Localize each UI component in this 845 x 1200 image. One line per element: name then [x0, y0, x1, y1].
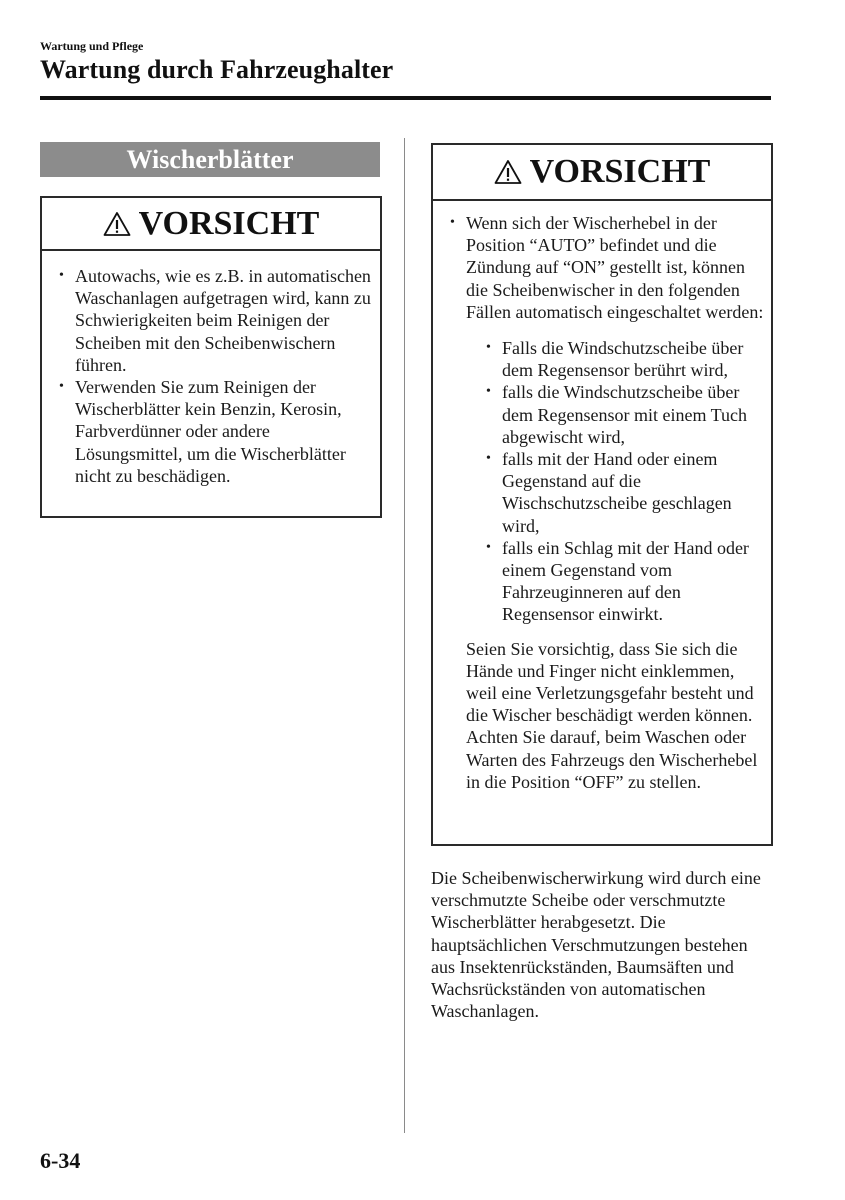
sub-list-item: • Falls die Windschutzscheibe über dem Regensensor berührt wird,: [486, 338, 744, 381]
caution-title: VORSICHT: [529, 153, 711, 190]
caution-header: [42, 198, 380, 251]
caution-header: [433, 145, 771, 201]
section-heading-wischerblaetter: Wischerblätter: [40, 142, 380, 177]
list-item: • Wenn sich der Wischerhebel in der Position “AUTO” befindet und die Zündung auf “ON” gestellt ist, können die Scheibenwischer in den folgenden Fällen automatisch eingeschaltet werden: • Falls die Windschutzscheibe über dem Regensensor berührt wird, • falls die Windschutzscheibe über dem Regensensor mit einem Tuch abgewischt wird, • falls mit der Hand oder einem Gegenstand auf die Wischschutzscheibe geschlagen wird, • falls ein Schlag mit der Hand oder einem Gegenstand vom Fahrzeuginneren auf den Regensensor einwirkt.: [450, 213, 764, 625]
caution-box-right: [431, 143, 773, 846]
page-number: 6-34: [40, 1148, 81, 1173]
list-item-text: Autowachs, wie es z.B. in automatischen Waschanlagen aufgetragen wird, kann zu Schwierigkeiten beim Reinigen der Scheiben mit den Scheibenwischern führen.: [75, 266, 371, 375]
caution-body: [433, 201, 771, 793]
title-rule: [40, 96, 771, 100]
sub-list-item-text: falls die Windschutzscheibe über dem Regensensor mit einem Tuch abgewischt wird,: [502, 382, 747, 447]
sub-list-item-text: Falls die Windschutzscheibe über dem Regensensor berührt wird,: [502, 338, 744, 381]
caution-box-left: [40, 196, 382, 518]
list-item-text: Wenn sich der Wischerhebel in der Position “AUTO” befindet und die Zündung auf “ON” gestellt ist, können die Scheibenwischer in den folgenden Fällen automatisch eingeschaltet werden:: [466, 213, 764, 322]
body-paragraph: Die Scheibenwischerwirkung wird durch eine verschmutzte Scheibe oder verschmutzte Wischerblätter herabgesetzt. Die hauptsächlichen Verschmutzungen bestehen aus Insektenrückständen, Baumsäften und Wachsrückständen von automatischen Waschanlagen.: [431, 868, 761, 1022]
sub-list: [466, 337, 765, 626]
sub-list-item: • falls die Windschutzscheibe über dem Regensensor mit einem Tuch abgewischt wird,: [486, 382, 747, 447]
caution-body: [42, 251, 380, 487]
section-label: Wartung und Pflege: [40, 39, 144, 53]
list-item: • Autowachs, wie es z.B. in automatischen Waschanlagen aufgetragen wird, kann zu Schwierigkeiten beim Reinigen der Scheiben mit den Scheibenwischern führen.: [59, 266, 371, 375]
sub-list-item: • falls ein Schlag mit der Hand oder einem Gegenstand vom Fahrzeuginneren auf den Regensensor einwirkt.: [486, 537, 749, 625]
page-title: Wartung durch Fahrzeughalter: [40, 55, 394, 84]
warning-triangle-icon: [103, 211, 131, 237]
warning-triangle-icon: [494, 159, 522, 185]
caution-title: VORSICHT: [138, 204, 320, 242]
column-divider: [404, 138, 405, 1133]
list-item-text: Verwenden Sie zum Reinigen der Wischerblätter kein Benzin, Kerosin, Farbverdünner oder andere Lösungsmittel, um die Wischerblätter nicht zu beschädigen.: [75, 377, 346, 486]
caution-note: Seien Sie vorsichtig, dass Sie sich die Hände und Finger nicht einklemmen, weil eine Verletzungsgefahr besteht und die Wischer beschädigt werden können. Achten Sie darauf, beim Waschen oder Warten des Fahrzeugs den Wischerhebel in die Position “OFF” zu stellen.: [466, 638, 758, 792]
list-item: • Verwenden Sie zum Reinigen der Wischerblätter kein Benzin, Kerosin, Farbverdünner oder andere Lösungsmittel, um die Wischerblätter nicht zu beschädigen.: [59, 377, 346, 486]
sub-list-item-text: falls mit der Hand oder einem Gegenstand auf die Wischschutzscheibe geschlagen wird,: [502, 449, 732, 536]
sub-list-item-text: falls ein Schlag mit der Hand oder einem Gegenstand vom Fahrzeuginneren auf den Regensensor einwirkt.: [502, 537, 749, 625]
sub-list-item: • falls mit der Hand oder einem Gegenstand auf die Wischschutzscheibe geschlagen wird,: [486, 449, 732, 536]
